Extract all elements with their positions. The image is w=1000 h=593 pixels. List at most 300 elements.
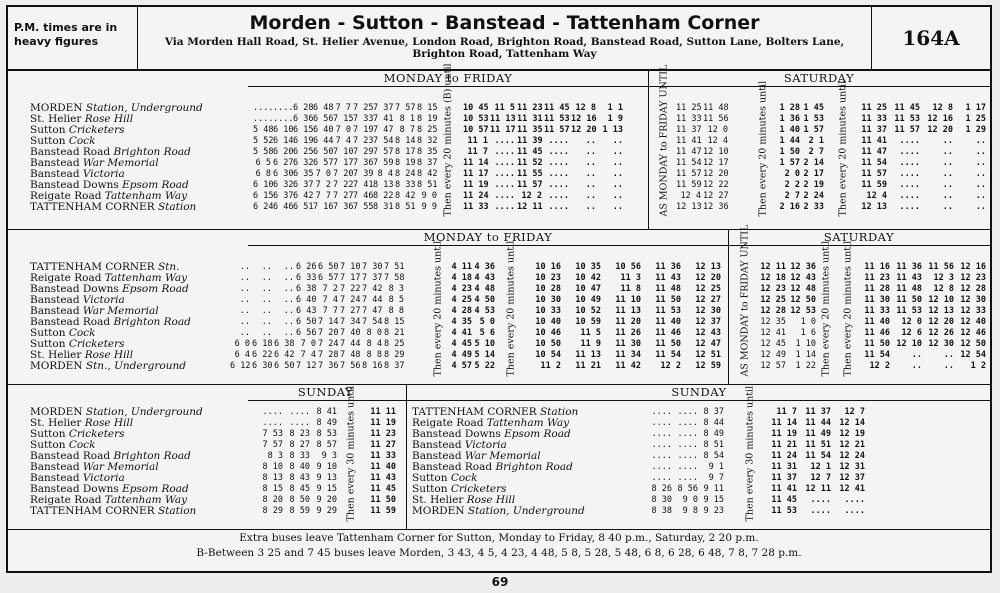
footer-notes	[8, 531, 990, 569]
time-cell: 12 25	[760, 295, 786, 305]
time-cell: 12 11	[760, 262, 786, 272]
time-cell: 8 32	[417, 136, 438, 146]
time-cell: 6 33	[296, 273, 317, 283]
time-cell: 8 37	[384, 361, 405, 371]
time-cell: 4 35	[451, 317, 472, 327]
time-cell: ..	[283, 273, 294, 283]
interval-mf-in: Then every 20 minutes until	[432, 240, 444, 377]
time-cell: 8 54	[703, 451, 724, 461]
time-cell: 6 30	[252, 361, 273, 371]
time-cell: 10 59	[575, 317, 601, 327]
time-cell: 10 50	[535, 339, 561, 349]
time-cell: 1 53	[803, 114, 824, 124]
time-cell: 11 33	[370, 451, 396, 461]
time-cell: 12 41	[760, 328, 786, 338]
time-cell: 12 47	[695, 339, 721, 349]
time-cell: 11 16	[864, 262, 890, 272]
time-cell: ..	[975, 169, 986, 179]
time-cell: 11 48	[703, 103, 729, 113]
time-cell: 4 25	[451, 295, 472, 305]
time-cell: ....	[899, 158, 920, 168]
stop-name: Banstead Victoria	[30, 472, 125, 484]
time-cell: ..	[975, 136, 986, 146]
time-cell: 11 43	[655, 273, 681, 283]
time-cell: 12 30	[928, 339, 954, 349]
time-cell: 10 47	[575, 284, 601, 294]
time-cell: 9 15	[316, 484, 337, 494]
time-cell: 11 57	[861, 169, 887, 179]
time-cell: 7 16	[313, 202, 334, 212]
time-cell: 7 25	[353, 103, 374, 113]
time-cell: 12 2	[521, 191, 542, 201]
time-cell: 4 36	[474, 262, 495, 272]
time-cell: 7 44	[362, 295, 383, 305]
time-cell: ..	[239, 317, 250, 327]
time-cell: 11 28	[864, 284, 890, 294]
time-cell: 8 33	[395, 180, 416, 190]
time-cell: 12 13	[928, 306, 954, 316]
time-cell: ..	[585, 180, 596, 190]
time-cell: 10 33	[535, 306, 561, 316]
time-cell: ..	[975, 147, 986, 157]
time-cell: 8 15	[384, 317, 405, 327]
rule-v	[728, 229, 729, 384]
time-cell: 6 32	[273, 180, 294, 190]
time-cell: 7 17	[340, 273, 361, 283]
stop-name: TATTENHAM CORNER Station	[412, 406, 579, 418]
stop-name: Sutton Cock	[30, 327, 96, 339]
time-cell: 12 11	[517, 202, 543, 212]
time-cell: 7 23	[353, 136, 374, 146]
time-cell: 10 56	[615, 262, 641, 272]
time-cell: 11 13	[575, 350, 601, 360]
stop-name: Reigate Road Tattenham Way	[30, 190, 188, 202]
time-cell: 11 27	[370, 440, 396, 450]
time-cell: ..	[239, 306, 250, 316]
time-cell: 8 37	[417, 158, 438, 168]
time-cell: ....	[494, 191, 515, 201]
time-cell: ..	[585, 191, 596, 201]
time-cell: 8 41	[316, 407, 337, 417]
time-cell: 2 14	[803, 158, 824, 168]
time-cell: 8 21	[384, 328, 405, 338]
time-cell: 11 35	[517, 125, 543, 135]
time-cell: 8 17	[395, 147, 416, 157]
time-cell: 12 7	[844, 407, 865, 417]
time-cell: 4 43	[474, 273, 495, 283]
time-cell: 7 47	[373, 125, 394, 135]
stop-name: Sutton Cricketers	[30, 338, 125, 350]
time-cell: 9 0	[421, 191, 437, 201]
time-cell: 12 43	[790, 273, 816, 283]
time-cell: 4 50	[474, 295, 495, 305]
time-cell: 1 45	[803, 103, 824, 113]
time-cell: 6 36	[293, 114, 314, 124]
time-cell: 11 24	[771, 451, 797, 461]
stop-name: Banstead Downs Epsom Road	[30, 483, 189, 495]
time-cell: 2 33	[803, 202, 824, 212]
time-cell: 12 20	[571, 125, 597, 135]
time-cell: 11 37	[771, 473, 797, 483]
time-cell: 8 31	[373, 202, 394, 212]
time-cell: 7 24	[340, 295, 361, 305]
stop-name: TATTENHAM CORNER Station	[30, 201, 197, 213]
time-cell: 7 58	[384, 273, 405, 283]
time-cell: 8 25	[384, 339, 405, 349]
time-cell: ....	[899, 169, 920, 179]
time-cell: 1 22	[795, 361, 816, 371]
time-cell: 11 53	[771, 506, 797, 516]
time-cell: 11 43	[370, 473, 396, 483]
time-cell: 7 34	[340, 317, 361, 327]
time-cell: 1 2	[970, 361, 986, 371]
time-cell: 11 37	[861, 125, 887, 135]
time-cell: ....	[677, 440, 698, 450]
time-cell: 8 4	[377, 169, 393, 179]
time-cell: 8 3	[388, 284, 404, 294]
time-cell: ....	[494, 147, 515, 157]
time-cell: 11 26	[615, 328, 641, 338]
time-cell: 8 10	[262, 462, 283, 472]
time-cell: 11 45	[517, 147, 543, 157]
stop-name: Sutton Cricketers	[412, 483, 507, 495]
time-cell: ..	[239, 273, 250, 283]
footer-extra-buses: Extra buses leave Tattenham Corner for Sutton, Monday to Friday, 8 40 p.m., Saturday, 2 20 p.m.	[239, 532, 759, 544]
time-cell: 7 20	[318, 328, 339, 338]
time-cell: 6 50	[296, 317, 317, 327]
time-cell: ....	[273, 103, 294, 113]
time-cell: 10 52	[575, 306, 601, 316]
time-cell: 6 57	[318, 273, 339, 283]
time-cell: 12 13	[676, 202, 702, 212]
rule-h	[8, 529, 990, 530]
time-cell: 11 14	[463, 158, 489, 168]
time-cell: ..	[283, 317, 294, 327]
time-cell: ..	[261, 317, 272, 327]
time-cell: 8 38	[651, 506, 672, 516]
time-cell: ....	[651, 429, 672, 439]
time-cell: 12 18	[760, 273, 786, 283]
time-cell: 8 19	[395, 158, 416, 168]
time-cell: 6 56	[296, 328, 317, 338]
time-cell: 9 20	[316, 495, 337, 505]
time-cell: 6 10	[273, 125, 294, 135]
time-cell: 8 3	[267, 451, 283, 461]
time-cell: 11 45	[894, 103, 920, 113]
time-cell: 7 57	[373, 147, 394, 157]
route-heading	[138, 7, 872, 69]
time-cell: 12 37	[695, 317, 721, 327]
time-cell: 7 2	[315, 180, 331, 190]
time-cell: 8 19	[417, 114, 438, 124]
time-cell: 12 31	[839, 462, 865, 472]
time-cell: 6 50	[318, 262, 339, 272]
time-cell: 11 20	[615, 317, 641, 327]
time-cell: 11 43	[896, 273, 922, 283]
time-cell: 12 13	[861, 202, 887, 212]
time-cell: 12 1	[810, 462, 831, 472]
time-cell: 12 48	[790, 284, 816, 294]
stop-name: Banstead War Memorial	[30, 157, 159, 169]
time-cell: ....	[548, 158, 569, 168]
time-cell: 7 22	[333, 180, 354, 190]
time-cell: 12 25	[695, 284, 721, 294]
time-cell: 2 0	[784, 169, 800, 179]
time-cell: 12 45	[760, 339, 786, 349]
time-cell: 12 3	[933, 273, 954, 283]
stop-name: MORDEN Station, Underground	[30, 102, 203, 114]
time-cell: 12 36	[703, 202, 729, 212]
time-cell: 8 56	[677, 484, 698, 494]
time-cell: 11 53	[894, 114, 920, 124]
time-cell: 2 7	[808, 147, 824, 157]
time-cell: 6 50	[313, 147, 334, 157]
time-cell: 12 14	[839, 418, 865, 428]
time-cell: 12 21	[839, 440, 865, 450]
sat-interval-in-1: Then every 20 minutes until	[820, 240, 832, 377]
time-cell: 1 36	[779, 114, 800, 124]
time-cell: 10 46	[535, 328, 561, 338]
time-cell: 1 29	[965, 125, 986, 135]
time-cell: 8 30	[651, 495, 672, 505]
time-cell: 11 33	[861, 114, 887, 124]
time-cell: 12 28	[760, 306, 786, 316]
time-cell: 7 47	[362, 306, 383, 316]
time-cell: 11 3	[620, 273, 641, 283]
time-cell: 8 57	[316, 440, 337, 450]
time-cell: 11 48	[896, 284, 922, 294]
time-cell: 6 32	[293, 158, 314, 168]
time-cell: 7 40	[340, 328, 361, 338]
time-cell: 8 50	[289, 495, 310, 505]
time-cell: ....	[494, 169, 515, 179]
heading-sunday-right: SUNDAY	[671, 385, 727, 399]
time-cell: 12 16	[571, 114, 597, 124]
time-cell: 12 4	[866, 191, 887, 201]
time-cell: 12 51	[695, 350, 721, 360]
time-cell: ....	[810, 495, 831, 505]
time-cell: 8 14	[395, 136, 416, 146]
route-number: 164A	[902, 26, 960, 50]
stop-name: Banstead War Memorial	[412, 450, 541, 462]
time-cell: 12 36	[790, 262, 816, 272]
time-cell: ..	[942, 147, 953, 157]
time-cell: 12 0	[901, 317, 922, 327]
time-cell: ..	[283, 295, 294, 305]
time-cell: 1 10	[795, 339, 816, 349]
time-cell: 12 30	[695, 306, 721, 316]
time-cell: 6 15	[293, 125, 314, 135]
time-cell: 7 14	[318, 317, 339, 327]
time-cell: 11 31	[771, 462, 797, 472]
time-cell: 11 2	[540, 361, 561, 371]
time-cell: ..	[975, 180, 986, 190]
time-cell: 8 49	[316, 418, 337, 428]
time-cell: 5 58	[253, 147, 274, 157]
time-cell: 2 17	[803, 169, 824, 179]
time-cell: ....	[651, 451, 672, 461]
time-cell: 7 22	[340, 284, 361, 294]
time-cell: ....	[677, 473, 698, 483]
time-cell: 7 10	[333, 147, 354, 157]
time-cell: 7 24	[318, 339, 339, 349]
interval-mf-out: Then every 20 minutes (B) until	[442, 63, 454, 217]
time-cell: 7 55	[353, 202, 374, 212]
time-cell: 11 41	[771, 484, 797, 494]
interval-sun-out: Then every 30 minutes until	[345, 385, 357, 522]
time-cell: 11 46	[655, 328, 681, 338]
time-cell: 6 35	[293, 169, 314, 179]
time-cell: 7 10	[340, 262, 361, 272]
time-cell: 6 27	[273, 158, 294, 168]
interval-mf-in-2: Then every 20 minutes until	[505, 240, 517, 377]
time-cell: 7 12	[296, 361, 317, 371]
time-cell: 11 23	[517, 103, 543, 113]
time-cell: 11 40	[864, 317, 890, 327]
time-cell: 8 20	[262, 495, 283, 505]
time-cell: 11 44	[805, 418, 831, 428]
time-cell: 7 19	[353, 125, 374, 135]
time-cell: ....	[273, 114, 294, 124]
time-cell: 12 0	[707, 125, 728, 135]
time-cell: ....	[677, 462, 698, 472]
stop-name: St. Helier Rose Hill	[30, 349, 134, 361]
time-cell: 8 29	[384, 350, 405, 360]
time-cell: 8 15	[417, 103, 438, 113]
time-cell: 1 14	[795, 350, 816, 360]
time-cell: 6 48	[313, 103, 334, 113]
time-cell: ..	[975, 202, 986, 212]
time-cell: 6 26	[296, 262, 317, 272]
time-cell: 8 16	[362, 361, 383, 371]
time-cell: 11 34	[615, 350, 641, 360]
time-cell: 8 1	[399, 114, 415, 124]
time-cell: 12 8	[933, 284, 954, 294]
time-cell: 12 4	[707, 136, 728, 146]
time-cell: 11 47	[861, 147, 887, 157]
time-cell: 11 50	[655, 339, 681, 349]
time-cell: 7 36	[333, 202, 354, 212]
time-cell: 8 25	[417, 125, 438, 135]
time-cell: 12 59	[695, 361, 721, 371]
time-cell: 11 19	[370, 418, 396, 428]
timetable-header	[8, 7, 990, 71]
time-cell: 1 44	[779, 136, 800, 146]
time-cell: 12 20	[703, 169, 729, 179]
time-cell: ..	[585, 158, 596, 168]
time-cell: 1 13	[602, 125, 623, 135]
time-cell: 8 5	[388, 295, 404, 305]
sat-note-out: AS MONDAY to FRIDAY UNTIL	[658, 64, 670, 217]
time-cell: ....	[810, 506, 831, 516]
time-cell: 11 23	[370, 429, 396, 439]
time-cell: ..	[261, 328, 272, 338]
time-cell: 7 46	[353, 191, 374, 201]
time-cell: 10 28	[535, 284, 561, 294]
stop-name: Banstead War Memorial	[30, 305, 159, 317]
time-cell: ..	[612, 169, 623, 179]
time-cell: 8 22	[373, 191, 394, 201]
time-cell: 11 53	[896, 306, 922, 316]
footer-note-b: B-Between 3 25 and 7 45 buses leave Morden, 3 43, 4 5, 4 23, 4 48, 5 8, 5 28, 5 48, 6 8, 6 28, 6 48, 7 8, 7 28 p.m.	[196, 547, 802, 559]
stop-name: Banstead Road Brighton Road	[412, 461, 573, 473]
time-cell: 12 4	[680, 191, 701, 201]
time-cell: 11 30	[615, 339, 641, 349]
time-cell: 12 23	[760, 284, 786, 294]
time-cell: 9 29	[316, 506, 337, 516]
time-cell: 9 23	[703, 506, 724, 516]
time-cell: 5 22	[474, 361, 495, 371]
time-cell: 8 29	[262, 506, 283, 516]
time-cell: 7 29	[353, 147, 374, 157]
time-cell: 6 43	[296, 306, 317, 316]
time-cell: ..	[943, 350, 954, 360]
time-cell: 11 47	[676, 147, 702, 157]
time-cell: 5 0	[479, 317, 495, 327]
time-cell: 7 56	[340, 361, 361, 371]
stop-name: Banstead Downs Epsom Road	[412, 428, 571, 440]
time-cell: 11 46	[864, 328, 890, 338]
time-cell: ....	[494, 136, 515, 146]
time-cell: ....	[494, 180, 515, 190]
time-cell: 6 44	[313, 136, 334, 146]
time-cell: 4 45	[451, 339, 472, 349]
time-cell: 11 52	[517, 158, 543, 168]
route-title: Morden - Sutton - Banstead - Tattenham Corner	[249, 12, 760, 34]
time-cell: 11 37	[676, 125, 702, 135]
time-cell: 12 40	[960, 317, 986, 327]
time-cell: ..	[942, 169, 953, 179]
time-cell: 8 40	[289, 462, 310, 472]
time-cell: 11 59	[861, 180, 887, 190]
time-cell: 11 17	[463, 169, 489, 179]
time-cell: ..	[585, 202, 596, 212]
time-cell: 6 37	[293, 180, 314, 190]
stop-name: Sutton Cricketers	[30, 124, 125, 136]
time-cell: 6 8	[255, 169, 271, 179]
time-cell: 12 53	[790, 306, 816, 316]
time-cell: 11 17	[490, 125, 516, 135]
time-cell: 6 4	[234, 350, 250, 360]
stop-name: Reigate Road Tattenham Way	[30, 494, 188, 506]
time-cell: ....	[677, 418, 698, 428]
time-cell: 11 54	[655, 350, 681, 360]
time-cell: 8 49	[703, 429, 724, 439]
sat-interval-out-2: Then every 20 minutes until	[837, 80, 849, 217]
time-cell: ..	[942, 136, 953, 146]
time-cell: 4 18	[451, 273, 472, 283]
time-cell: 11 53	[655, 306, 681, 316]
time-cell: 4 23	[451, 284, 472, 294]
time-cell: 11 14	[771, 418, 797, 428]
route-via: Via Morden Hall Road, St. Helier Avenue, London Road, Brighton Road, Banstead Road, Sutton Lane, Bolters Lane, Brighton Road, Tattenham Way	[164, 36, 845, 60]
time-cell: 11 45	[370, 484, 396, 494]
time-cell: 11 33	[463, 202, 489, 212]
time-cell: 11 50	[655, 295, 681, 305]
time-cell: 11 56	[703, 114, 729, 124]
time-cell: 10 40	[535, 317, 561, 327]
time-cell: ....	[548, 147, 569, 157]
time-cell: 2 24	[803, 191, 824, 201]
time-cell: 12 11	[805, 484, 831, 494]
time-cell: 1 57	[803, 125, 824, 135]
time-cell: 7 0	[300, 339, 316, 349]
time-cell: 7 7	[335, 103, 351, 113]
time-cell: 2 2	[784, 180, 800, 190]
time-cell: 7 0	[335, 125, 351, 135]
time-cell: ....	[548, 180, 569, 190]
time-cell: ..	[975, 158, 986, 168]
